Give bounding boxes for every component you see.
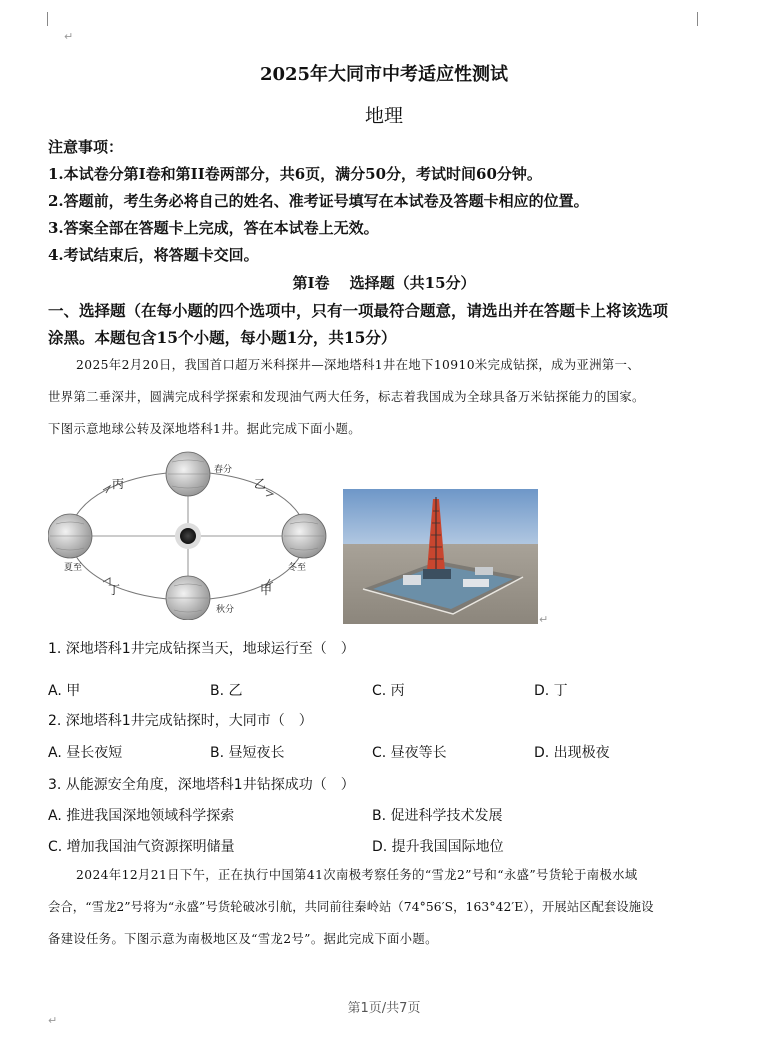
drilling-rig-photo <box>343 489 538 624</box>
paragraph-mark: ↵ <box>64 30 74 43</box>
section-instruction-line2: 涂黑。本题包含15个小题，每小题1分，共15分） <box>48 328 397 347</box>
corner-mark-right <box>697 12 698 26</box>
page-number: 第1页/共7页 <box>347 1001 421 1016</box>
exam-title: 2025年大同市中考适应性测试 <box>259 64 509 85</box>
question-2-option-c[interactable]: C. 昼夜等长 <box>372 745 447 761</box>
question-1-option-c[interactable]: C. 丙 <box>372 683 405 699</box>
label-jia: 甲 <box>260 583 273 597</box>
globe-winter <box>282 514 326 558</box>
passage1-line3: 下图示意地球公转及深地塔科1井。据此完成下面小题。 <box>48 422 361 436</box>
question-3-option-b[interactable]: B. 促进科学技术发展 <box>372 808 503 824</box>
corner-mark-left <box>47 12 48 26</box>
question-3-stem: 3. 从能源安全角度，深地塔科1井钻探成功（ ） <box>48 777 355 793</box>
label-spring: 春分 <box>214 465 233 475</box>
question-2-option-d[interactable]: D. 出现极夜 <box>534 745 610 761</box>
globe-spring <box>166 452 210 496</box>
section-title: 第I卷 选择题（共15分） <box>292 274 476 292</box>
label-yi: 乙 <box>254 477 267 491</box>
label-ding: 丁 <box>108 583 121 597</box>
passage2-line1: 2024年12月21日下午，正在执行中国第41次南极考察任务的“雪龙2”号和“永盛”号货轮于南极水域 <box>76 868 638 882</box>
question-1-stem: 1. 深地塔科1井完成钻探当天，地球运行至（ ） <box>48 641 355 657</box>
label-bing: 丙 <box>112 477 125 491</box>
globe-autumn <box>166 576 210 620</box>
notice-heading: 注意事项： <box>48 138 124 156</box>
label-winter: 冬至 <box>288 563 307 573</box>
sun-icon <box>175 523 201 549</box>
passage2-line2: 会合，“雪龙2”号将为“永盛”号货轮破冰引航，共同前往秦岭站（74°56′S，163°42′E），开展站区配套设施设 <box>48 900 654 914</box>
globe-summer <box>48 514 92 558</box>
subject-title: 地理 <box>364 105 403 127</box>
question-2-option-b[interactable]: B. 昼短夜长 <box>210 745 285 761</box>
question-1-option-b[interactable]: B. 乙 <box>210 683 243 699</box>
passage1-line2: 世界第二垂深井，圆满完成科学探索和发现油气两大任务，标志着我国成为全球具备万米钻探能力的国家。 <box>48 390 645 404</box>
section-instruction-line1: 一、选择题（在每小题的四个选项中，只有一项最符合题意，请选出并在答题卡上将该选项 <box>48 301 669 320</box>
earth-orbit-diagram <box>48 450 328 620</box>
question-1-option-d[interactable]: D. 丁 <box>534 683 568 699</box>
paragraph-mark: ↵ <box>48 1014 58 1027</box>
notice-item-1: 1.本试卷分第I卷和第II卷两部分，共6页，满分50分，考试时间60分钟。 <box>48 165 542 183</box>
label-autumn: 秋分 <box>216 605 235 615</box>
question-2-stem: 2. 深地塔科1井完成钻探时，大同市（ ） <box>48 713 313 729</box>
paragraph-mark: ↵ <box>539 613 549 626</box>
label-summer: 夏至 <box>64 563 83 573</box>
question-3-option-a[interactable]: A. 推进我国深地领域科学探索 <box>48 808 235 824</box>
notice-item-3: 3.答案全部在答题卡上完成，答在本试卷上无效。 <box>48 219 379 237</box>
question-3-option-d[interactable]: D. 提升我国国际地位 <box>372 839 504 855</box>
passage1-line1: 2025年2月20日，我国首口超万米科探井—深地塔科1井在地下10910米完成钻探，成为亚洲第一、 <box>76 358 640 372</box>
notice-item-4: 4.考试结束后，将答题卡交回。 <box>48 246 259 264</box>
notice-item-2: 2.答题前，考生务必将自己的姓名、准考证号填写在本试卷及答题卡相应的位置。 <box>48 192 589 210</box>
question-3-option-c[interactable]: C. 增加我国油气资源探明储量 <box>48 839 235 855</box>
question-2-option-a[interactable]: A. 昼长夜短 <box>48 745 123 761</box>
passage2-line3: 备建设任务。下图示意为南极地区及“雪龙2号”。据此完成下面小题。 <box>48 932 438 946</box>
question-1-option-a[interactable]: A. 甲 <box>48 683 81 699</box>
